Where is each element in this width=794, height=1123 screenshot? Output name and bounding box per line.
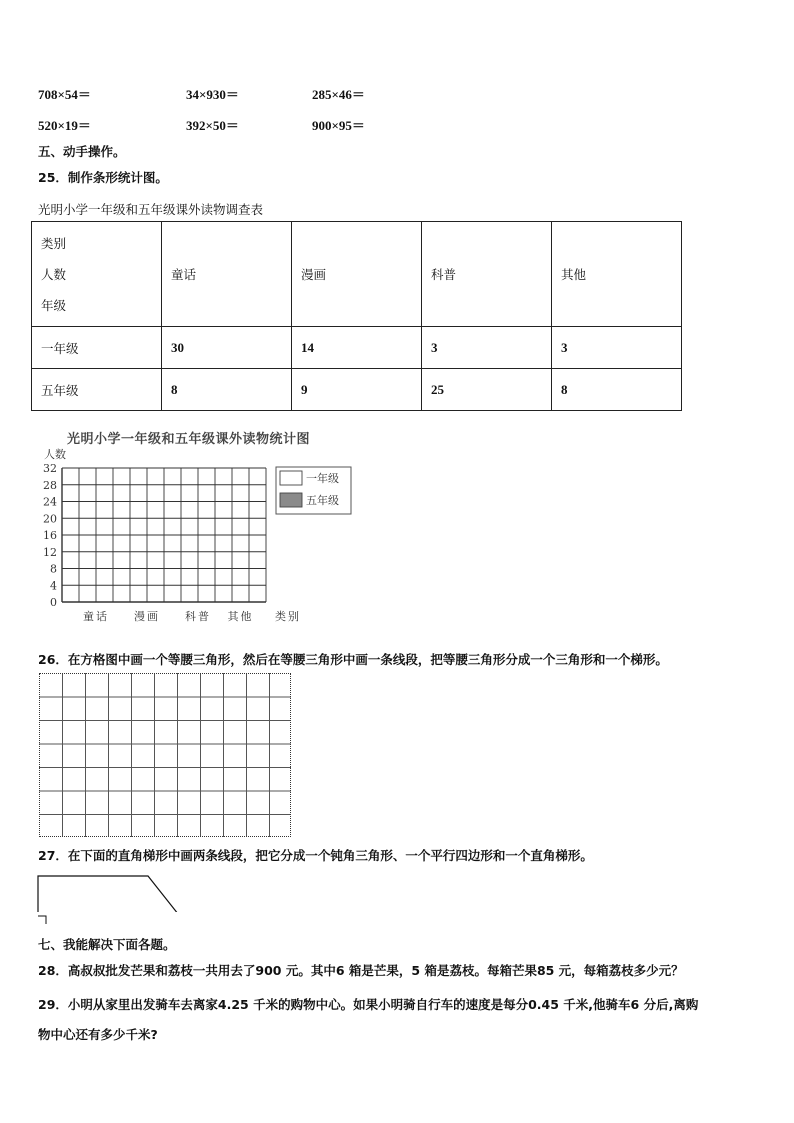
y-tick-label: 28 [43, 478, 57, 492]
survey-table-title: 光明小学一年级和五年级课外读物调查表 [38, 202, 264, 217]
chart-x-label: 类别 [275, 610, 301, 623]
table-row [32, 327, 682, 369]
x-tick-label: 科普 [185, 610, 211, 623]
question-27: 27．在下面的直角梯形中画两条线段，把它分成一个钝角三角形、一个平行四边形和一个直角梯形。 [38, 848, 593, 863]
calc-6: 900×95＝ [312, 118, 365, 133]
right-trapezoid[interactable] [0, 872, 794, 912]
y-tick-label: 8 [50, 562, 57, 576]
y-tick-label: 12 [43, 545, 57, 559]
calc-1: 708×54＝ [38, 87, 91, 102]
table-cell: 8 [162, 369, 292, 411]
table-row [32, 369, 682, 411]
calc-2: 34×930＝ [186, 87, 239, 102]
question-29-line-1: 29．小明从家里出发骑车去离家4.25 千米的购物中心。如果小明骑自行车的速度是每分0.45 千米,他骑车6 分后,离购 [38, 997, 699, 1012]
question-26: 26．在方格图中画一个等腰三角形，然后在等腰三角形中画一条线段，把等腰三角形分成一个三角形和一个梯形。 [38, 652, 668, 667]
table-cell: 3 [552, 327, 682, 369]
row-label: 一年级 [32, 327, 162, 369]
table-cell: 30 [162, 327, 292, 369]
question-29-line-2: 物中心还有多少千米? [38, 1027, 158, 1042]
y-tick-label: 0 [50, 596, 57, 609]
drawing-grid[interactable] [39, 673, 291, 837]
legend-swatch [280, 493, 302, 507]
corner-label-grade: 年级 [41, 297, 67, 313]
trapezoid-shape [38, 876, 186, 912]
question-25: 25．制作条形统计图。 [38, 170, 168, 185]
table-cell: 3 [422, 327, 552, 369]
y-tick-label: 4 [50, 579, 57, 593]
legend-label: 五年级 [306, 494, 339, 507]
calc-5: 392×50＝ [186, 118, 239, 133]
question-28: 28．高叔叔批发芒果和荔枝一共用去了900 元。其中6 箱是芒果，5 箱是荔枝。每箱芒果85 元，每箱荔枝多少元？ [38, 963, 684, 978]
y-tick-label: 20 [43, 512, 57, 526]
section-5-title: 五、动手操作。 [38, 144, 126, 159]
chart-title: 光明小学一年级和五年级课外读物统计图 [67, 432, 311, 447]
y-tick-label: 16 [43, 529, 57, 542]
x-tick-label: 其他 [227, 610, 254, 623]
table-header-cell: 漫画 [292, 222, 422, 327]
survey-table [31, 221, 682, 411]
table-header-cell: 童话 [162, 222, 292, 327]
section-7-title: 七、我能解决下面各题。 [38, 937, 176, 952]
table-cell: 9 [292, 369, 422, 411]
y-tick-label: 32 [43, 462, 57, 475]
right-angle-mark-icon [38, 914, 50, 926]
corner-label-count: 人数 [41, 266, 67, 282]
x-tick-label: 漫画 [134, 610, 160, 623]
table-cell: 8 [552, 369, 682, 411]
calc-4: 520×19＝ [38, 118, 91, 133]
table-header-cell: 科普 [422, 222, 552, 327]
legend-swatch [280, 471, 302, 485]
chart-y-label: 人数 [44, 448, 66, 461]
legend-label: 一年级 [306, 472, 339, 485]
row-label: 五年级 [32, 369, 162, 411]
table-header-cell: 其他 [552, 222, 682, 327]
x-tick-label: 童话 [83, 610, 109, 623]
table-cell: 25 [422, 369, 552, 411]
table-corner-cell [32, 222, 162, 327]
table-cell: 14 [292, 327, 422, 369]
calc-3: 285×46＝ [312, 87, 365, 102]
chart-legend [276, 467, 351, 514]
corner-label-category: 类别 [41, 235, 67, 251]
y-tick-label: 24 [43, 495, 57, 509]
